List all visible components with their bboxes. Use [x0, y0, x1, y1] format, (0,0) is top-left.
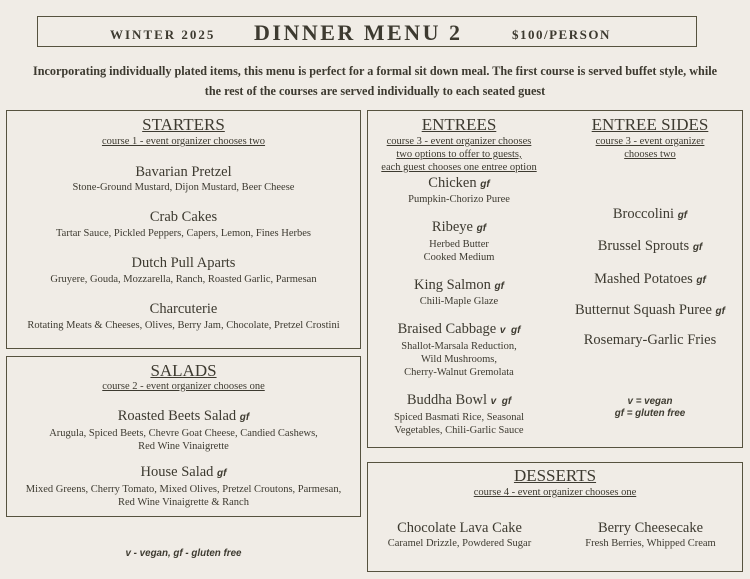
entree-name: Buddha Bowl v gf [406, 392, 512, 408]
diet-tag: gf [476, 223, 487, 234]
desserts-title: DESSERTS [513, 466, 597, 485]
sides-title: ENTREE SIDES [591, 115, 709, 134]
salad-name: Roasted Beets Salad gf [117, 408, 250, 424]
starter-name: Dutch Pull Aparts [131, 255, 236, 271]
side-name: Brussel Sprouts gf [597, 238, 703, 254]
salad-desc: Mixed Greens, Cherry Tomato, Mixed Olives, Pretzel Croutons, Parmesan, [25, 484, 342, 495]
starter-desc: Tartar Sauce, Pickled Peppers, Capers, Lemon, Fines Herbes [56, 228, 311, 239]
entree-name: Chicken gf [428, 175, 490, 191]
diet-tag: v gf [499, 325, 521, 336]
entree-desc: Cooked Medium [423, 252, 495, 263]
entree-desc: Vegetables, Chili-Garlic Sauce [394, 425, 524, 436]
diet-tag: gf [480, 179, 490, 190]
diet-tag: gf [494, 281, 504, 292]
intro-text: Incorporating individually plated items, this menu is perfect for a formal sit down meal. The first course is served buffet style, while the rest of the courses are served individually to each seated guest [32, 64, 718, 98]
dessert-desc: Caramel Drizzle, Powdered Sugar [387, 538, 532, 549]
sides-note: course 3 - event organizer [595, 136, 705, 147]
price-label: $100/PERSON [512, 27, 611, 42]
diet-tag: v gf [490, 396, 512, 407]
gf-tag: gf [677, 210, 688, 221]
dessert-desc: Fresh Berries, Whipped Cream [585, 538, 716, 549]
entrees-note: each guest chooses one entree option [381, 162, 537, 173]
starters-title: STARTERS [142, 115, 225, 134]
entree-desc: Shallot-Marsala Reduction, [401, 341, 517, 352]
side-name: Broccolini gf [612, 206, 688, 222]
entree-name: King Salmon gf [413, 277, 504, 293]
starter-name: Charcuterie [149, 301, 218, 317]
starter-desc: Stone-Ground Mustard, Dijon Mustard, Beer Cheese [72, 182, 295, 193]
entree-desc: Spiced Basmati Rice, Seasonal [393, 412, 525, 423]
dessert-name: Berry Cheesecake [597, 520, 704, 536]
entree-desc: Cherry-Walnut Gremolata [404, 367, 514, 378]
entree-desc: Pumpkin-Chorizo Puree [408, 194, 510, 205]
sides-note: chooses two [624, 149, 676, 160]
entrees-note: two options to offer to guests, [396, 149, 522, 160]
salads-note: course 2 - event organizer chooses one [102, 381, 265, 392]
entrees-note: course 3 - event organizer chooses [386, 136, 532, 147]
starter-desc: Rotating Meats & Cheeses, Olives, Berry Jam, Chocolate, Pretzel Crostini [27, 320, 340, 331]
side-name: Butternut Squash Puree gf [574, 302, 725, 318]
entrees-title: ENTREES [421, 115, 497, 134]
sides-legend: v = vegan [627, 396, 673, 407]
sides-legend: gf = gluten free [614, 408, 686, 419]
starter-name: Crab Cakes [149, 209, 218, 225]
gf-tag: gf [692, 242, 703, 253]
dessert-name: Chocolate Lava Cake [397, 520, 522, 536]
side-name: Mashed Potatoes gf [594, 271, 706, 287]
starter-desc: Gruyere, Gouda, Mozzarella, Ranch, Roasted Garlic, Parmesan [50, 274, 317, 285]
gf-tag: gf [239, 412, 250, 423]
entree-desc: Chili-Maple Glaze [419, 296, 499, 307]
starter-name: Bavarian Pretzel [135, 164, 232, 180]
side-name: Rosemary-Garlic Fries [583, 332, 717, 348]
desserts-note: course 4 - event organizer chooses one [473, 487, 637, 498]
menu-title: DINNER MENU 2 [254, 20, 463, 45]
entree-name: Braised Cabbage v gf [397, 321, 521, 337]
gf-tag: gf [217, 468, 227, 479]
gf-tag: gf [696, 275, 706, 286]
salad-desc: Red Wine Vinaigrette & Ranch [118, 497, 249, 508]
salad-desc: Arugula, Spiced Beets, Chevre Goat Cheese, Candied Cashews, [49, 428, 318, 439]
salads-legend: v - vegan, gf - gluten free [125, 548, 242, 559]
entree-desc: Wild Mushrooms, [421, 354, 497, 365]
salads-title: SALADS [150, 361, 217, 380]
entree-name: Ribeye gf [431, 219, 487, 235]
starters-note: course 1 - event organizer chooses two [101, 136, 266, 147]
season-label: WINTER 2025 [110, 27, 216, 42]
entree-desc: Herbed Butter [429, 239, 489, 250]
gf-tag: gf [715, 306, 725, 317]
salad-name: House Salad gf [140, 464, 227, 480]
salad-desc: Red Wine Vinaigrette [138, 441, 229, 452]
